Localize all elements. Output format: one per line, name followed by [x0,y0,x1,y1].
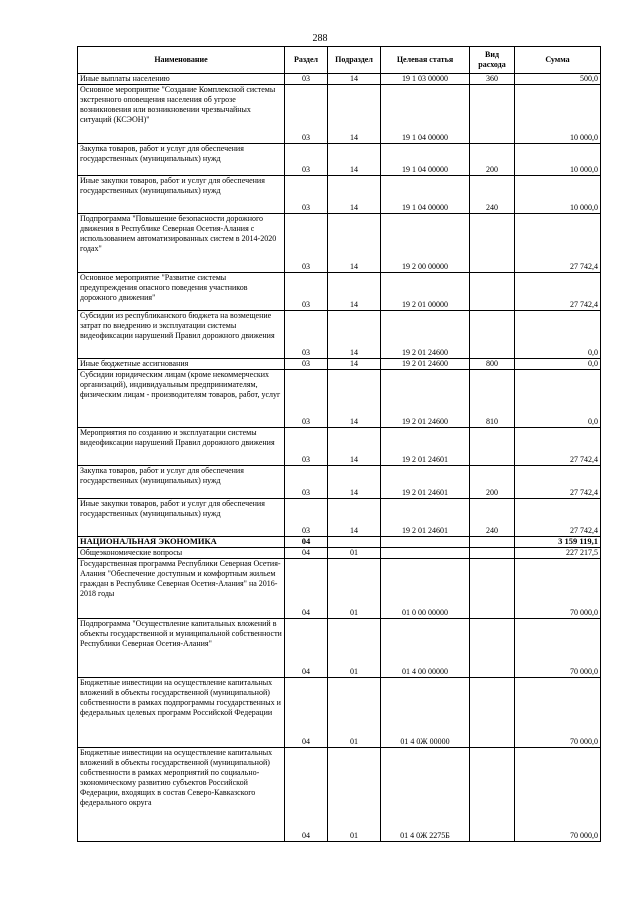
row-expense-type [470,537,515,548]
table-row [78,74,601,85]
row-subsection: 01 [328,619,381,678]
row-amount: 27 742,4 [515,466,601,499]
row-section: 04 [285,548,328,559]
row-amount: 27 742,4 [515,428,601,466]
row-subsection: 14 [328,74,381,85]
table-row [78,214,601,273]
row-name: Мероприятия по созданию и эксплуатации системы видеофиксации нарушений Правил дорожного движения [78,428,285,466]
row-section: 03 [285,176,328,214]
row-subsection: 14 [328,311,381,359]
row-subsection: 14 [328,359,381,370]
row-target-article: 01 4 00 00000 [381,619,470,678]
row-expense-type [470,214,515,273]
row-subsection: 14 [328,428,381,466]
row-target-article: 19 2 01 24600 [381,311,470,359]
row-amount: 70 000,0 [515,678,601,748]
row-section: 04 [285,559,328,619]
table-row [78,466,601,499]
row-section: 03 [285,359,328,370]
table-row [78,428,601,466]
row-expense-type: 240 [470,499,515,537]
row-expense-type: 200 [470,466,515,499]
row-name: Бюджетные инвестиции на осуществление капитальных вложений в объекты государственной (муниципальной) собственности в рамках мероприятий по социально-экономическому развитию субъектов Российской Федерации, входящих в состав Северо-Кавказского федерального округа [78,748,285,842]
table-row [78,273,601,311]
row-expense-type: 200 [470,144,515,176]
row-expense-type [470,428,515,466]
row-subsection: 14 [328,214,381,273]
row-section: 03 [285,273,328,311]
table-row [78,537,601,548]
page-number: 288 [312,33,328,44]
row-section: 04 [285,537,328,548]
row-section: 03 [285,311,328,359]
row-target-article: 01 4 0Ж 2275Б [381,748,470,842]
row-name: Подпрограмма "Повышение безопасности дорожного движения в Республике Северная Осетия-Алания с использованием автоматизированных систем в 2014-2020 годах" [78,214,285,273]
table-row [78,559,601,619]
row-target-article: 19 2 01 24601 [381,428,470,466]
row-expense-type: 800 [470,359,515,370]
table-row [78,359,601,370]
row-expense-type: 810 [470,370,515,428]
row-target-article: 01 4 0Ж 00000 [381,678,470,748]
row-section: 03 [285,499,328,537]
row-expense-type [470,619,515,678]
header-section: Раздел [285,47,328,74]
row-amount: 500,0 [515,74,601,85]
row-section: 04 [285,748,328,842]
row-name: Закупка товаров, работ и услуг для обеспечения государственных (муниципальных) нужд [78,466,285,499]
row-amount: 0,0 [515,359,601,370]
row-subsection: 14 [328,144,381,176]
row-name: Иные бюджетные ассигнования [78,359,285,370]
table-body [78,74,601,842]
row-name: Иные закупки товаров, работ и услуг для обеспечения государственных (муниципальных) нужд [78,176,285,214]
row-name: Основное мероприятие "Развитие системы предупреждения опасного поведения участников дорожного движения" [78,273,285,311]
row-amount: 3 159 119,1 [515,537,601,548]
row-section: 03 [285,214,328,273]
header-amount: Сумма [515,47,601,74]
header-expense-type: Вид расхода [470,47,515,74]
table-row [78,311,601,359]
row-target-article: 19 1 04 00000 [381,85,470,144]
row-expense-type: 360 [470,74,515,85]
row-subsection: 14 [328,499,381,537]
table-row [78,548,601,559]
row-amount: 0,0 [515,370,601,428]
row-target-article: 19 1 04 00000 [381,176,470,214]
row-name: Иные выплаты населению [78,74,285,85]
row-section: 03 [285,428,328,466]
row-name: НАЦИОНАЛЬНАЯ ЭКОНОМИКА [78,537,285,548]
row-section: 03 [285,85,328,144]
row-subsection: 14 [328,85,381,144]
row-expense-type [470,273,515,311]
row-expense-type [470,85,515,144]
table-row [78,678,601,748]
row-expense-type [470,678,515,748]
row-subsection: 01 [328,678,381,748]
row-section: 03 [285,466,328,499]
row-name: Общеэкономические вопросы [78,548,285,559]
row-section: 03 [285,370,328,428]
row-amount: 27 742,4 [515,273,601,311]
header-target: Целевая статья [381,47,470,74]
row-target-article: 01 0 00 00000 [381,559,470,619]
row-expense-type [470,311,515,359]
table-row [78,370,601,428]
row-amount: 10 000,0 [515,144,601,176]
row-name: Субсидии юридическим лицам (кроме некоммерческих организаций), индивидуальным предпринимателям, физическим лицам - производителям товаров, работ, услуг [78,370,285,428]
table-row [78,85,601,144]
row-target-article: 19 2 00 00000 [381,214,470,273]
row-amount: 10 000,0 [515,85,601,144]
row-subsection: 01 [328,548,381,559]
budget-table [77,46,601,842]
row-name: Бюджетные инвестиции на осуществление капитальных вложений в объекты государственной (муниципальной) собственности в рамках подпрограммы государственных и федеральных целевых программ Российской Федерации [78,678,285,748]
row-section: 03 [285,74,328,85]
header-subsection: Подраздел [328,47,381,74]
row-name: Основное мероприятие "Создание Комплексной системы экстренного оповещения населения об угрозе возникновения или возникновении чрезвычайных ситуаций (КСЭОН)" [78,85,285,144]
header-name: Наименование [78,47,285,74]
row-amount: 0,0 [515,311,601,359]
row-amount: 70 000,0 [515,619,601,678]
row-expense-type [470,548,515,559]
row-subsection: 14 [328,370,381,428]
row-subsection: 14 [328,273,381,311]
row-target-article: 19 2 01 24600 [381,370,470,428]
table-row [78,499,601,537]
row-target-article: 19 1 03 00000 [381,74,470,85]
row-expense-type [470,559,515,619]
row-target-article: 19 2 01 24601 [381,466,470,499]
row-subsection: 14 [328,176,381,214]
row-subsection: 01 [328,748,381,842]
row-amount: 227 217,5 [515,548,601,559]
row-section: 04 [285,619,328,678]
row-name: Субсидии из республиканского бюджета на возмещение затрат по внедрению и эксплуатации системы видеофиксации нарушений Правил дорожного движения [78,311,285,359]
row-expense-type [470,748,515,842]
row-subsection: 14 [328,466,381,499]
row-target-article [381,548,470,559]
row-name: Иные закупки товаров, работ и услуг для обеспечения государственных (муниципальных) нужд [78,499,285,537]
row-name: Государственная программа Республики Северная Осетия-Алания "Обеспечение доступным и комфортным жильем граждан в Республике Северная Осетия-Алания" на 2016-2018 годы [78,559,285,619]
table-row [78,748,601,842]
row-amount: 27 742,4 [515,214,601,273]
table-row [78,619,601,678]
row-section: 04 [285,678,328,748]
row-target-article: 19 2 01 00000 [381,273,470,311]
row-name: Закупка товаров, работ и услуг для обеспечения государственных (муниципальных) нужд [78,144,285,176]
row-subsection: 01 [328,559,381,619]
row-subsection [328,537,381,548]
table-header-row [78,47,601,74]
table-row [78,176,601,214]
row-amount: 27 742,4 [515,499,601,537]
row-target-article: 19 2 01 24601 [381,499,470,537]
row-amount: 10 000,0 [515,176,601,214]
row-target-article [381,537,470,548]
row-target-article: 19 1 04 00000 [381,144,470,176]
row-expense-type: 240 [470,176,515,214]
row-target-article: 19 2 01 24600 [381,359,470,370]
row-section: 03 [285,144,328,176]
table-row [78,144,601,176]
row-amount: 70 000,0 [515,559,601,619]
row-amount: 70 000,0 [515,748,601,842]
row-name: Подпрограмма "Осуществление капитальных вложений в объекты государственной и муниципальной собственности Республики Северная Осетия-Алания" [78,619,285,678]
